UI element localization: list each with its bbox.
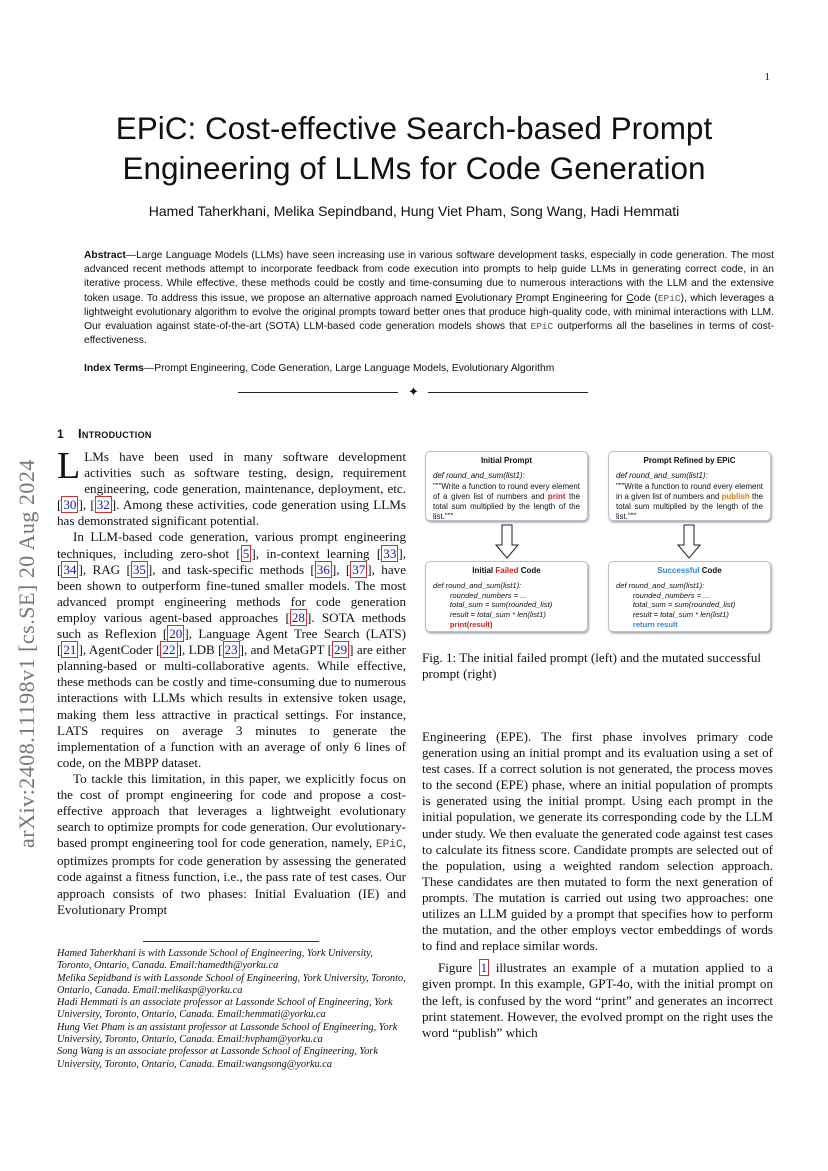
- text-span: , LDB: [181, 642, 219, 658]
- refined-prompt-box: [608, 451, 771, 521]
- citation-link[interactable]: 30: [63, 497, 77, 513]
- initial-failed-code-box: [425, 561, 588, 632]
- text-span: , RAG: [82, 561, 127, 577]
- text-span: LMs have been used in many software development activities such as software testing, design, requirement engineering, code generation, maintenance, deployment, etc.: [84, 449, 406, 497]
- docstring: [433, 482, 580, 523]
- citation-link[interactable]: 37: [352, 561, 366, 577]
- text-span: , Language Agent Tree Search (LATS): [188, 626, 406, 642]
- section-number: 1: [57, 427, 64, 441]
- text-span: . Among these activities, code generation using LLMs has demonstrated significant potential.: [57, 497, 406, 529]
- citation-link[interactable]: 20: [169, 626, 183, 642]
- citation-link[interactable]: 22: [162, 642, 176, 658]
- index-terms-text: —Prompt Engineering, Code Generation, Large Language Models, Evolutionary Algorithm: [143, 363, 555, 374]
- index-terms: [84, 363, 774, 374]
- box-title: [616, 566, 763, 576]
- text-span: , optimizes prompts for code generation by assessing the generated code against a fitness function, i.e., the pass rate of test cases. Our approach consists of two phases: Initial Evaluation (IE) and Evolutionary Prompt: [57, 835, 406, 917]
- citation-link[interactable]: 35: [132, 561, 146, 577]
- figure-link[interactable]: 1: [480, 960, 488, 976]
- figure-1: [422, 444, 774, 639]
- intro-paragraph-2: In LLM-based code generation, various prompt engineering techniques, including zero-shot [ 5 ], in-context learning [ 33 ], [ 34 ], RAG [ 35 ], and task-specific methods [ 36 ], [ 37 ], have been shown to outperform fine-tuned smaller models. The most advanced prompt engineering methods for code generation employ various agent-based approaches [ 28 ]. SOTA methods such as Reflexion [ 20 ], Language Agent Tree Search (LATS) [ 21 ], AgentCoder [ 22 ], LDB [ 23 ], and MetaGPT [ 29 ] are either planning-based or multi-collaborative agents. While effective, these methods can be costly and time-consuming due to numerous interactions with LLMs which results in extensive token usage, making them less attractive in practical settings. For instance, LATS requires on average 3 minutes to generate the implementation of a function with an average of only 6 lines of code, on the MBPP dataset.: [57, 529, 407, 770]
- section-title: Introduction: [77, 426, 152, 441]
- separator-diamond-icon: ✦: [408, 385, 419, 400]
- successful-label: Successful: [657, 566, 700, 575]
- citation-link[interactable]: 29: [334, 642, 348, 658]
- citation-link[interactable]: 33: [383, 545, 397, 561]
- section-heading: [57, 426, 152, 441]
- author-footnotes: [57, 948, 406, 1071]
- body-paragraph: [422, 960, 773, 1040]
- text-span: """Write a function to round every element in a given list of numbers and: [616, 481, 763, 501]
- box-title: Prompt Refined by EPiC: [643, 456, 736, 465]
- text-span: Code: [518, 566, 541, 575]
- function-signature: def round_and_sum(list1):: [433, 471, 525, 481]
- separator-line: [428, 392, 588, 393]
- text-span: , in-context learning: [255, 545, 377, 561]
- title-line-2: Engineering of LLMs for Code Generation: [122, 150, 706, 186]
- box-title: [433, 566, 580, 576]
- failed-label: Failed: [495, 566, 519, 575]
- abstract-u-c: C: [626, 292, 634, 304]
- successful-code-box: [608, 561, 771, 632]
- separator-line: [238, 392, 398, 393]
- section-separator: [238, 385, 590, 400]
- abstract-text-1: —Large Language Models (LLMs) have seen increasing use in various software development tasks, especially in code generation. The most advanced recent methods attempt to incorporate feedback from code execution into prompts to help guide LLMs in generating correct code, in an iterative process. While effective, these methods could be costly and time-consuming due to numerous interactions with the LLM and the extensive token usage. To address this issue, we propose an alternative approach named: [84, 250, 774, 304]
- text-span: . SOTA methods such as Reflexion: [57, 609, 406, 642]
- abstract-label: Abstract: [84, 250, 126, 261]
- page-number: 1: [764, 71, 770, 83]
- title-line-1: EPiC: Cost-effective Search-based Prompt: [115, 110, 713, 146]
- down-arrow-icon: [677, 524, 701, 560]
- footnote: Hadi Hemmati is an associate professor at Lassonde School of Engineering, York University, Toronto, Ontario, Canada. Email:hemmati@yorku.ca: [57, 997, 393, 1021]
- abstract-text-3: outperforms all the baselines in terms of cost-effectiveness.: [84, 321, 775, 347]
- body-paragraph: Engineering (EPE). The first phase involves primary code generation using an initial prompt and its evaluation using a set of test cases. If a correct solution is not generated, the process moves to the second (EPE) phase, where an initial population of prompts is generated using the initial prompt. Using each prompt in the initial population, we generate its corresponding code by the LLM under study. We then evaluate the generated code against test cases to calculate its fitness score. Candidate prompts are selected out of the population, using a weighted random selection approach. These candidates are then mutated to form the next generation of prompts. The mutation is carried out using two approaches: one utilizes an LLM guided by a prompt that specifies how to perform the mutation, and the other employs vector embeddings of words to find and replace similar words.: [422, 729, 773, 954]
- text-span: """Write a function to round every element of a given list of numbers and: [433, 481, 580, 501]
- citation-link[interactable]: 36: [316, 561, 330, 577]
- tool-name: EPiC: [530, 321, 554, 333]
- footnote: Hamed Taherkhani is with Lassonde School of Engineering, York University, Toronto, Ontario, Canada. Email:hamedth@yorku.ca: [57, 948, 373, 972]
- code-block: def round_and_sum(list1): rounded_numbers = ... total_sum = sum(rounded_list) result = total_sum * len(list1): [616, 581, 736, 620]
- abstract-text-rompt: rompt Engineering for: [522, 292, 627, 304]
- text-span: are either planning-based or multi-collaborative agents. While effective, these methods can be costly and time-consuming due to numerous interactions with LLMs which results in extensive token usage, making them less attractive in practical settings. For instance, LATS requires on average 3 minutes to generate the implementation of a function with an average of only 6 lines of code, on the MBPP dataset.: [57, 642, 406, 770]
- intro-paragraph-1: L LMs have been used in many software development activities such as software testing, design, requirement engineering, code generation, maintenance, deployment, etc. [ 30 ], [ 32 ]. Among these activities, code generation using LLMs has demonstrated significant potential.: [57, 445, 406, 529]
- text-span: , and MetaGPT: [243, 642, 328, 658]
- box-title: Initial Prompt: [480, 456, 533, 465]
- text-span: the total sum multiplied by the length of the list.""": [433, 491, 580, 522]
- abstract-u-e: E: [455, 292, 463, 304]
- function-signature: def round_and_sum(list1):: [616, 471, 708, 481]
- footnote: Song Wang is an associate professor at Lassonde School of Engineering, York University, Toronto, Ontario, Canada. Email:wangsong@yorku.ca: [57, 1046, 378, 1070]
- abstract-u-p: P: [515, 292, 523, 304]
- text-span: , AgentCoder: [82, 642, 157, 658]
- paper-title: [60, 108, 768, 188]
- tool-name: EPiC: [657, 292, 681, 304]
- figure-caption: Fig. 1: The initial failed prompt (left) and the mutated successful prompt (right): [422, 650, 762, 681]
- code-block: def round_and_sum(list1): rounded_numbers = ... total_sum = sum(rounded_list) result = total_sum * len(list1): [433, 581, 553, 620]
- keyword-publish: publish: [721, 491, 750, 501]
- text-span: In LLM-based code generation, various prompt engineering techniques, including zero-shot: [57, 529, 406, 561]
- right-column-text: [422, 729, 773, 1041]
- docstring: [616, 482, 763, 523]
- text-span: Initial: [472, 566, 496, 575]
- intro-paragraph-3: [57, 771, 406, 918]
- text-span: To tackle this limitation, in this paper, we explicitly focus on the cost of prompt engineering for code and propose a cost-effective approach that leverages a lightweight evolutionary search to optimize prompts for code generation. Our evolutionary-based prompt engineering tool for code generation, namely,: [57, 770, 406, 851]
- down-arrow-icon: [495, 524, 519, 560]
- text-span: , have been shown to outperform fine-tuned smaller models. The most advanced prompt engineering methods for code generation employ various agent-based approaches: [57, 561, 407, 625]
- citation-link[interactable]: 23: [224, 642, 238, 658]
- text-span: Figure: [438, 960, 479, 976]
- abstract-text-ode: ode (: [633, 292, 658, 304]
- citation-link[interactable]: 28: [291, 609, 305, 625]
- tool-name: EPiC: [375, 839, 403, 852]
- citation-link[interactable]: 21: [63, 642, 77, 658]
- text-span: the total sum multiplied by the length of the list.""": [616, 491, 763, 522]
- text-span: illustrates an example of a mutation applied to a given prompt. In this example, GPT-4o, with the initial prompt on the left, is confused by the word “print” and generates an incorrect print statement. However, the evolved prompt on the right uses the word “publish” which: [422, 960, 773, 1040]
- arxiv-stamp: arXiv:2408.11198v1 [cs.SE] 20 Aug 2024: [14, 459, 39, 848]
- author-list: Hamed Taherkhani, Melika Sepindband, Hung Viet Pham, Song Wang, Hadi Hemmati: [148, 203, 680, 219]
- footnote: Hung Viet Pham is an assistant professor at Lassonde School of Engineering, York University, Toronto, Ontario, Canada. Email:hvpham@yorku.ca: [57, 1021, 398, 1046]
- abstract-text-2: ), which leverages a lightweight evolutionary algorithm to evolve the original prompts toward better ones that produce high-quality code, with minimal interactions with LLM. Our evaluation against state-of-the-art (SOTA) LLM-based code generation models shows that: [84, 292, 774, 333]
- code-print-line: print(result): [433, 619, 493, 629]
- code-return-line: return result: [616, 619, 678, 629]
- text-span: Code: [699, 566, 722, 575]
- left-column-text: [57, 445, 407, 918]
- text-span: , and task-specific methods: [152, 561, 311, 577]
- drop-cap: L: [57, 445, 81, 487]
- abstract-text-volutionary: volutionary: [462, 292, 516, 304]
- citation-link[interactable]: 32: [96, 497, 110, 513]
- citation-link[interactable]: 34: [63, 561, 77, 577]
- initial-prompt-box: [425, 451, 588, 521]
- footnote: Melika Sepidband is with Lassonde School of Engineering, York University, Toronto, Ontario, Canada. Email:melikasp@yorku.ca: [57, 972, 406, 996]
- abstract: [84, 249, 774, 348]
- citation-link[interactable]: 5: [242, 545, 250, 561]
- index-terms-label: Index Terms: [84, 363, 144, 374]
- keyword-print: print: [547, 491, 566, 501]
- footnote-rule: [143, 941, 319, 942]
